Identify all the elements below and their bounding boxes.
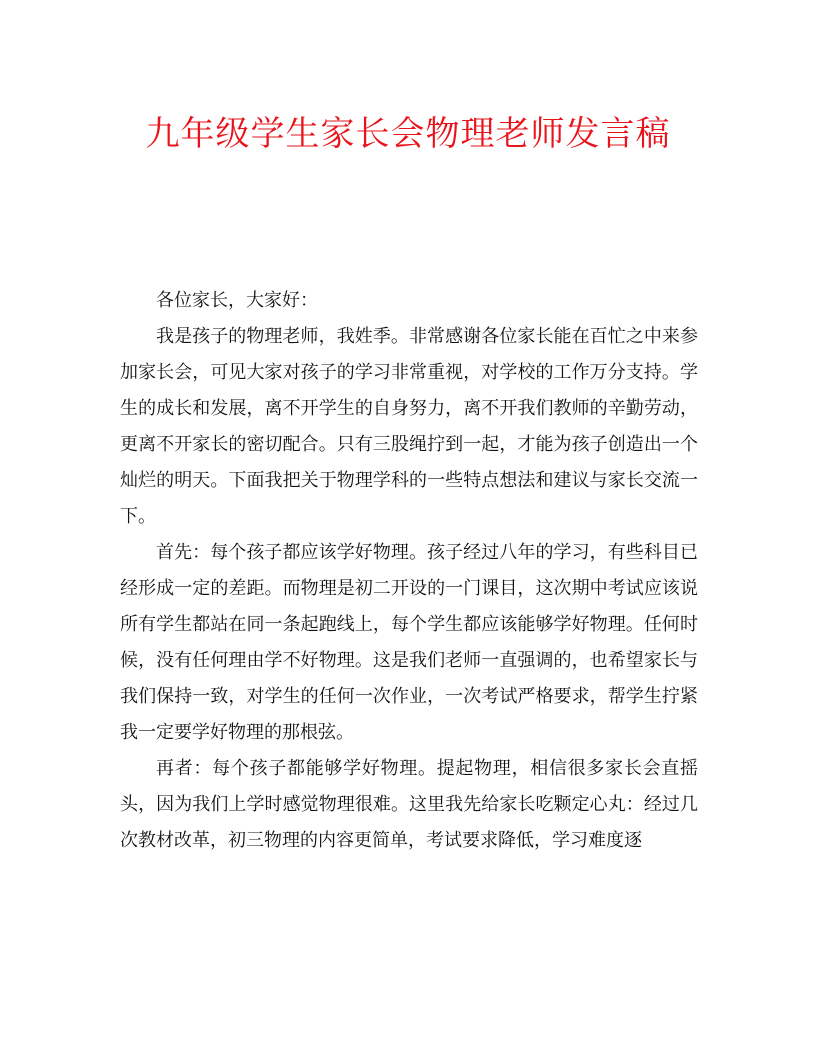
paragraph-greeting: 各位家长，大家好： [156,290,318,311]
paragraph-first-point: 首先：每个孩子都应该学好物理。孩子经过八年的学习，有些科目已经形成一定的差距。而物理是初二开设的一门课目，这次期中考试应该说所有学生都站在同一条起跑线上，每个学生都应该能够学好物理。任何时候，没有任何理由学不好物理。这是我们老师一直强调的，也希望家长与我们保持一致，对学生的任何一次作业，一次考试严格要求，帮学生拧紧我一定要学好物理的那根弦。 [120,542,698,743]
document-title: 九年级学生家长会物理老师发言稿 [145,114,671,154]
document-body [120,283,698,859]
paragraph-introduction: 我是孩子的物理老师，我姓季。非常感谢各位家长能在百忙之中来参加家长会，可见大家对孩子的学习非常重视，对学校的工作万分支持。学生的成长和发展，离不开学生的自身努力，离不开我们教师的辛勤劳动，更离不开家长的密切配合。只有三股绳拧到一起，才能为孩子创造出一个灿烂的明天。下面我把关于物理学科的一些特点想法和建议与家长交流一下。 [120,326,698,527]
paragraph-second-point: 再者：每个孩子都能够学好物理。提起物理，相信很多家长会直摇头，因为我们上学时感觉物理很难。这里我先给家长吃颗定心丸：经过几次教材改革，初三物理的内容更简单，考试要求降低，学习难度逐 [120,758,698,851]
